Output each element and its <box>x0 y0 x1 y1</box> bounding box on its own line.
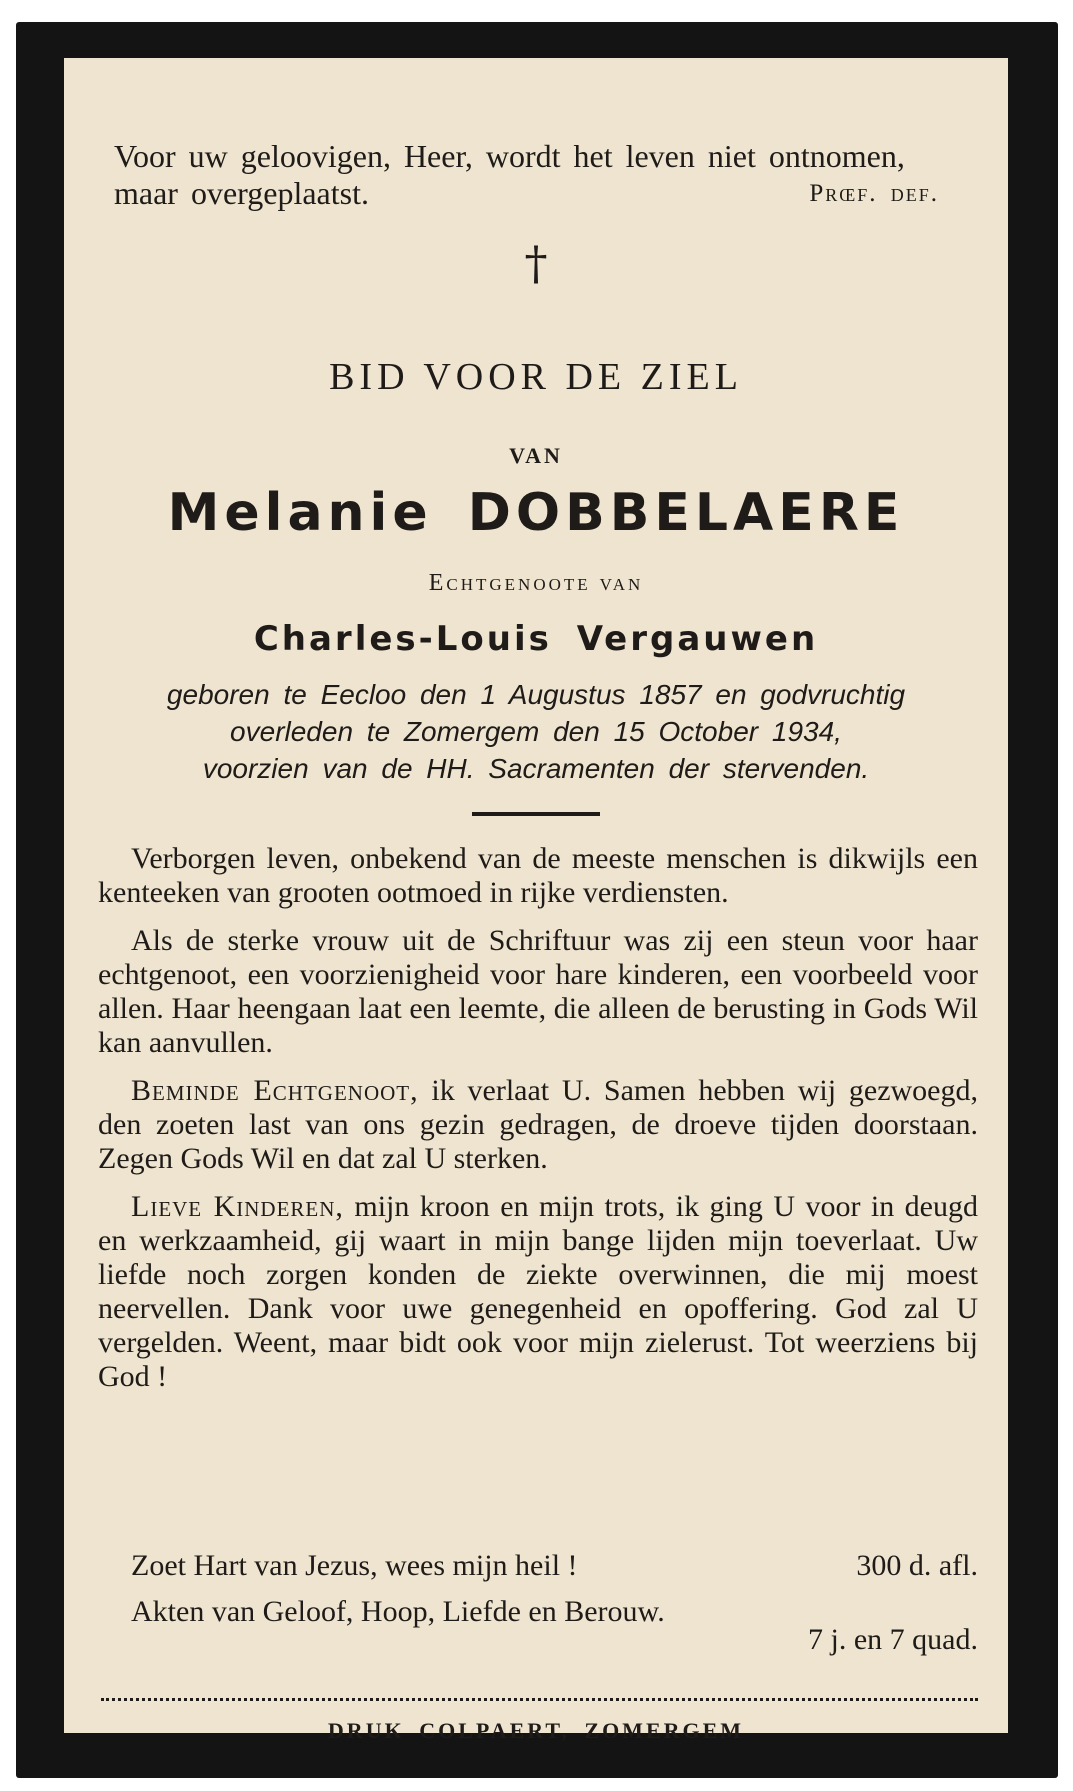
birth-death-details <box>104 676 968 787</box>
motto-reference: Prœf. def. <box>809 180 939 207</box>
paragraph <box>98 924 978 1060</box>
divider <box>472 812 600 816</box>
prayer-line <box>131 1549 978 1583</box>
dotted-divider <box>101 1698 978 1701</box>
prayers <box>131 1549 978 1657</box>
van-label: VAN <box>509 443 563 468</box>
paragraph-text: mijn kroon en mijn trots, ik ging U voor in deugd en werkzaamheid, gij waart in mijn bange lijden mijn toeverlaat. Uw liefde noch zorgen konden de ziekte overwinnen, die mij moest neervellen. Dank voor uwe genegenheid en opoffering. God zal U vergelden. Weent, maar bidt ook voor mijn zielerust. Tot weerziens bij God ! <box>98 1190 978 1393</box>
prayer-indulgence: 7 j. en 7 quad. <box>808 1623 978 1656</box>
motto <box>114 138 979 212</box>
heading: BID VOOR DE ZIEL <box>329 356 743 398</box>
paragraph-lead: Lieve Kinderen, <box>131 1190 344 1223</box>
paragraph <box>98 1190 978 1394</box>
prayer-text: Akten van Geloof, Hoop, Liefde en Berouw. <box>131 1595 665 1628</box>
deceased-name: Melanie DOBBELAERE <box>167 483 905 543</box>
memorial-card <box>64 58 1008 1743</box>
paragraph <box>98 842 978 910</box>
details-line: overleden te Zomergem den 15 October 1934, <box>230 716 842 747</box>
paragraph-text: ik verlaat U. Samen hebben wij gezwoegd, den zoeten last van ons gezin gedragen, de droeve tijden doorstaan. Zegen Gods Wil en dat zal U sterken. <box>98 1074 978 1175</box>
prayer-indulgence: 300 d. afl. <box>856 1549 978 1582</box>
details-line: geboren te Eecloo den 1 Augustus 1857 en godvruchtig <box>166 679 906 710</box>
spouse-label: Echtgenoote van <box>428 570 644 596</box>
printer-credit: DRUK COLPAERT, ZOMERGEM <box>327 1718 745 1743</box>
motto-text: Voor uw geloovigen, Heer, wordt het leven niet ontnomen, maar overgeplaatst. <box>114 138 905 211</box>
prayer-text: Zoet Hart van Jezus, wees mijn heil ! <box>131 1549 578 1582</box>
body-text <box>98 842 978 1408</box>
cross-icon: † <box>524 236 548 290</box>
paragraph <box>98 1074 978 1176</box>
spouse-name: Charles-Louis Vergauwen <box>253 619 819 659</box>
details-line: voorzien van de HH. Sacramenten der stervenden. <box>202 753 870 784</box>
paragraph-lead: Beminde Echtgenoot, <box>131 1074 419 1107</box>
paragraph-text: Als de sterke vrouw uit de Schriftuur was zij een steun voor haar echtgenoot, een voorzienigheid voor hare kinderen, een voorbeeld voor allen. Haar heengaan laat een leemte, die alleen de berusting in Gods Wil kan aanvullen. <box>98 924 978 1059</box>
paragraph-text: Verborgen leven, onbekend van de meeste menschen is dikwijls een kenteeken van grooten ootmoed in rijke verdiensten. <box>98 842 978 909</box>
